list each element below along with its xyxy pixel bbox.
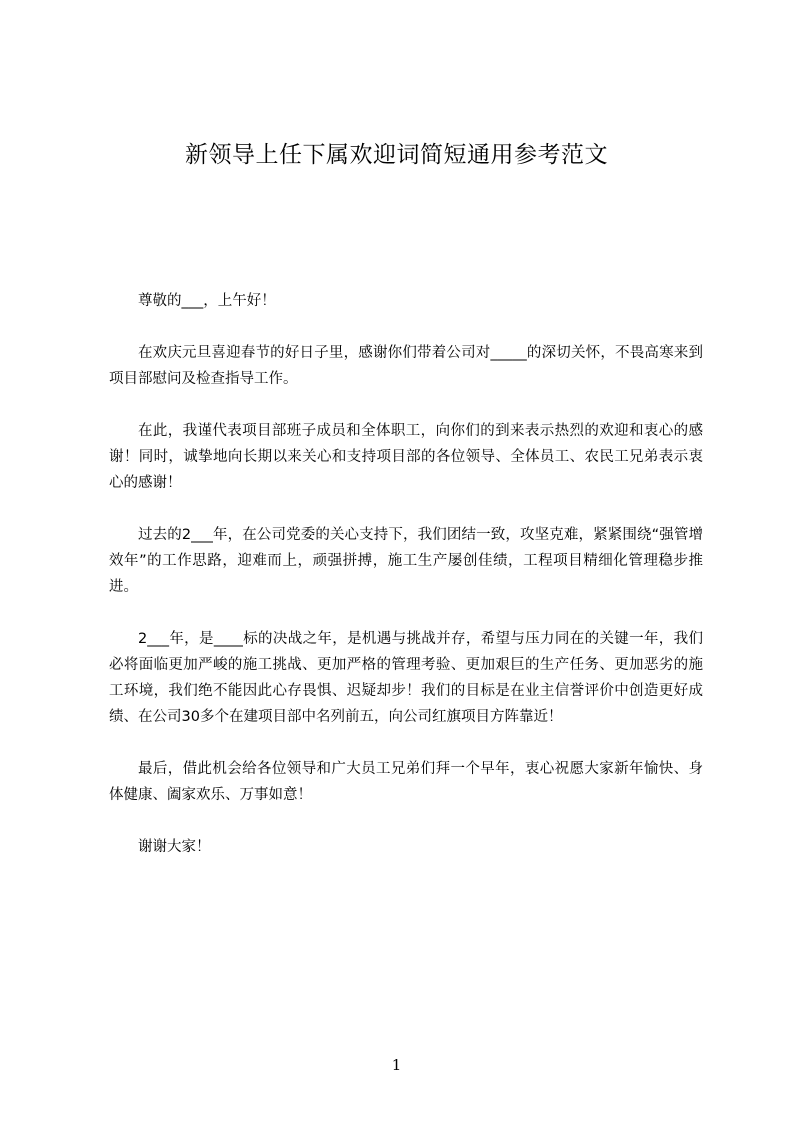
page-number: 1 [391, 1056, 402, 1074]
body-paragraph: 在欢庆元旦喜迎春节的好日子里，感谢你们带着公司对_____的深切关怀，不畏高寒来到项目部慰问及检查指导工作。 [109, 345, 703, 387]
body-paragraph: 在此，我谨代表项目部班子成员和全体职工，向你们的到来表示热烈的欢迎和衷心的感谢！同时，诚挚地向长期以来关心和支持项目部的各位领导、全体员工、农民工兄弟表示衷心的感谢！ [109, 423, 703, 491]
closing-paragraph: 谢谢大家！ [138, 839, 211, 855]
greeting-paragraph: 尊敬的___，上午好！ [138, 293, 276, 309]
body-paragraph: 过去的2___年，在公司党委的关心支持下，我们团结一致，攻坚克难，紧紧围绕“强管增效年”的工作思路，迎难而上，顽强拼搏，施工生产屡创佳绩，工程项目精细化管理稳步推进。 [109, 527, 703, 595]
body-paragraph: 最后，借此机会给各位领导和广大员工兄弟们拜一个早年，衷心祝愿大家新年愉快、身体健康、阖家欢乐、万事如意！ [109, 761, 703, 803]
document-title: 新领导上任下属欢迎词简短通用参考范文 [185, 142, 608, 168]
document-body [109, 288, 703, 886]
body-paragraph: 2___年，是____标的决战之年，是机遇与挑战并存，希望与压力同在的关键一年，我们必将面临更加严峻的施工挑战、更加严格的管理考验、更加艰巨的生产任务、更加恶劣的施工环境，我们绝不能因此心存畏惧、迟疑却步！我们的目标是在业主信誉评价中创造更好成绩、在公司30多个在建项目部中名列前五，向公司红旗项目方阵靠近！ [109, 631, 703, 725]
